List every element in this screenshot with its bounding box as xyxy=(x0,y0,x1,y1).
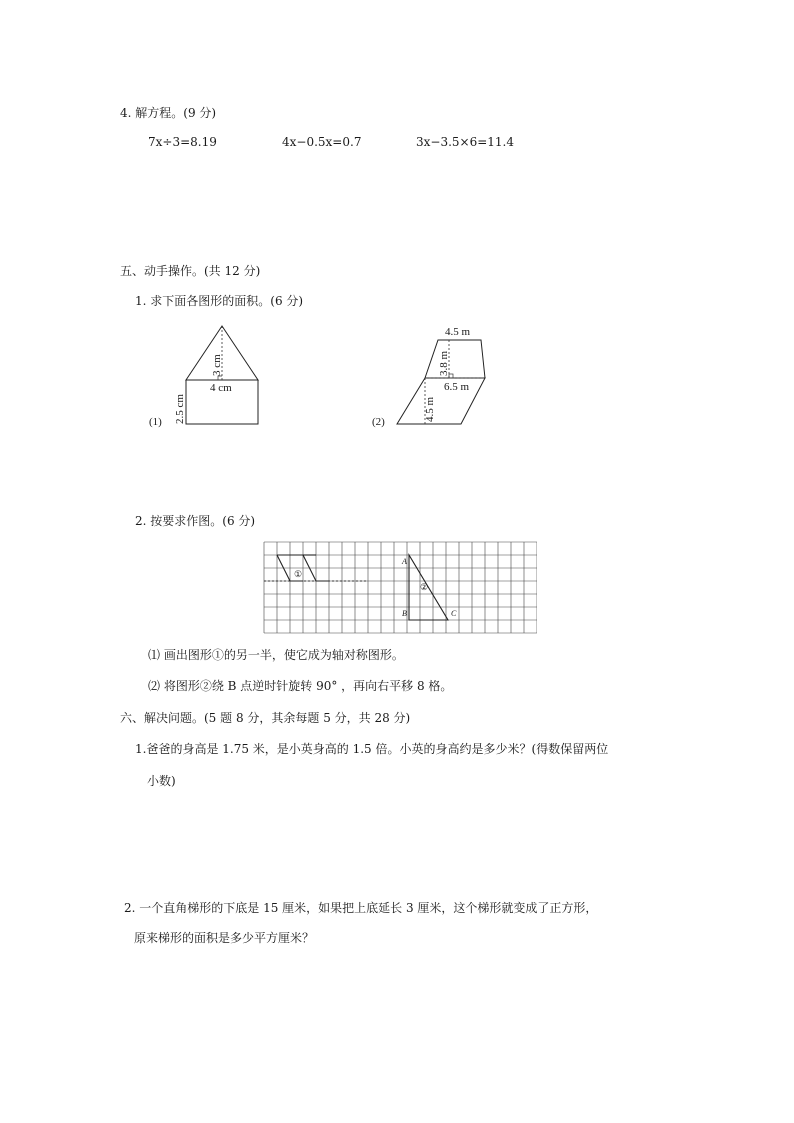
point-c-label: C xyxy=(451,609,457,618)
q2-prompt: 2. 按要求作图。(6 分) xyxy=(135,514,256,528)
figure-2-label: ② xyxy=(420,582,429,592)
q1-prompt: 1. 求下面各图形的面积。(6 分) xyxy=(135,294,304,308)
problem-1-line2: 小数) xyxy=(147,774,176,788)
instruction-1: ⑴ 画出图形①的另一半，使它成为轴对称图形。 xyxy=(148,648,404,662)
equation-3: 3x−3.5×6=11.4 xyxy=(416,135,515,149)
fig2-lower-height-label: 4.5 m xyxy=(424,396,436,422)
point-b-label: B xyxy=(402,609,407,618)
fig2-upper-height-label: 3.8 m xyxy=(438,350,450,376)
figure-1-house-shape xyxy=(140,318,280,438)
section4-heading: 4. 解方程。(9 分) xyxy=(120,106,217,120)
fig1-height-label: 3 cm xyxy=(211,354,223,376)
fig2-mid-label: 6.5 m xyxy=(444,381,470,393)
fig2-trapezoid xyxy=(425,340,485,378)
grid-lines xyxy=(264,542,537,633)
section6-heading: 六、解决问题。(5 题 8 分，其余每题 5 分，共 28 分) xyxy=(120,711,411,725)
figure-2-triangle xyxy=(409,555,448,620)
figure-2-composite-shape xyxy=(365,318,515,438)
instruction-2: ⑵ 将图形②绕 B 点逆时针旋转 90° ，再向右平移 8 格。 xyxy=(148,679,453,693)
problem-2-line2: 原来梯形的面积是多少平方厘米？ xyxy=(134,931,315,945)
fig2-label: (2) xyxy=(372,416,385,428)
section5-heading: 五、动手操作。(共 12 分) xyxy=(120,264,261,278)
problem-2-line1: 2. 一个直角梯形的下底是 15 厘米，如果把上底延长 3 厘米，这个梯形就变成了正方形， xyxy=(124,901,598,915)
fig1-label: (1) xyxy=(149,416,162,428)
fig1-width-label: 4 cm xyxy=(210,382,232,394)
problem-1-line1: 1.爸爸的身高是 1.75 米，是小英身高的 1.5 倍。小英的身高约是多少米？(得数保留两位 xyxy=(135,742,609,756)
point-a-label: A xyxy=(402,557,407,566)
equation-1: 7x÷3=8.19 xyxy=(148,135,217,149)
drawing-grid xyxy=(262,540,537,636)
fig1-side-label: 2.5 cm xyxy=(174,394,186,424)
equation-2: 4x−0.5x=0.7 xyxy=(282,135,362,149)
fig2-top-label: 4.5 m xyxy=(445,326,471,338)
figure-1-label: ① xyxy=(294,569,303,579)
fig2-parallelogram xyxy=(397,378,485,424)
